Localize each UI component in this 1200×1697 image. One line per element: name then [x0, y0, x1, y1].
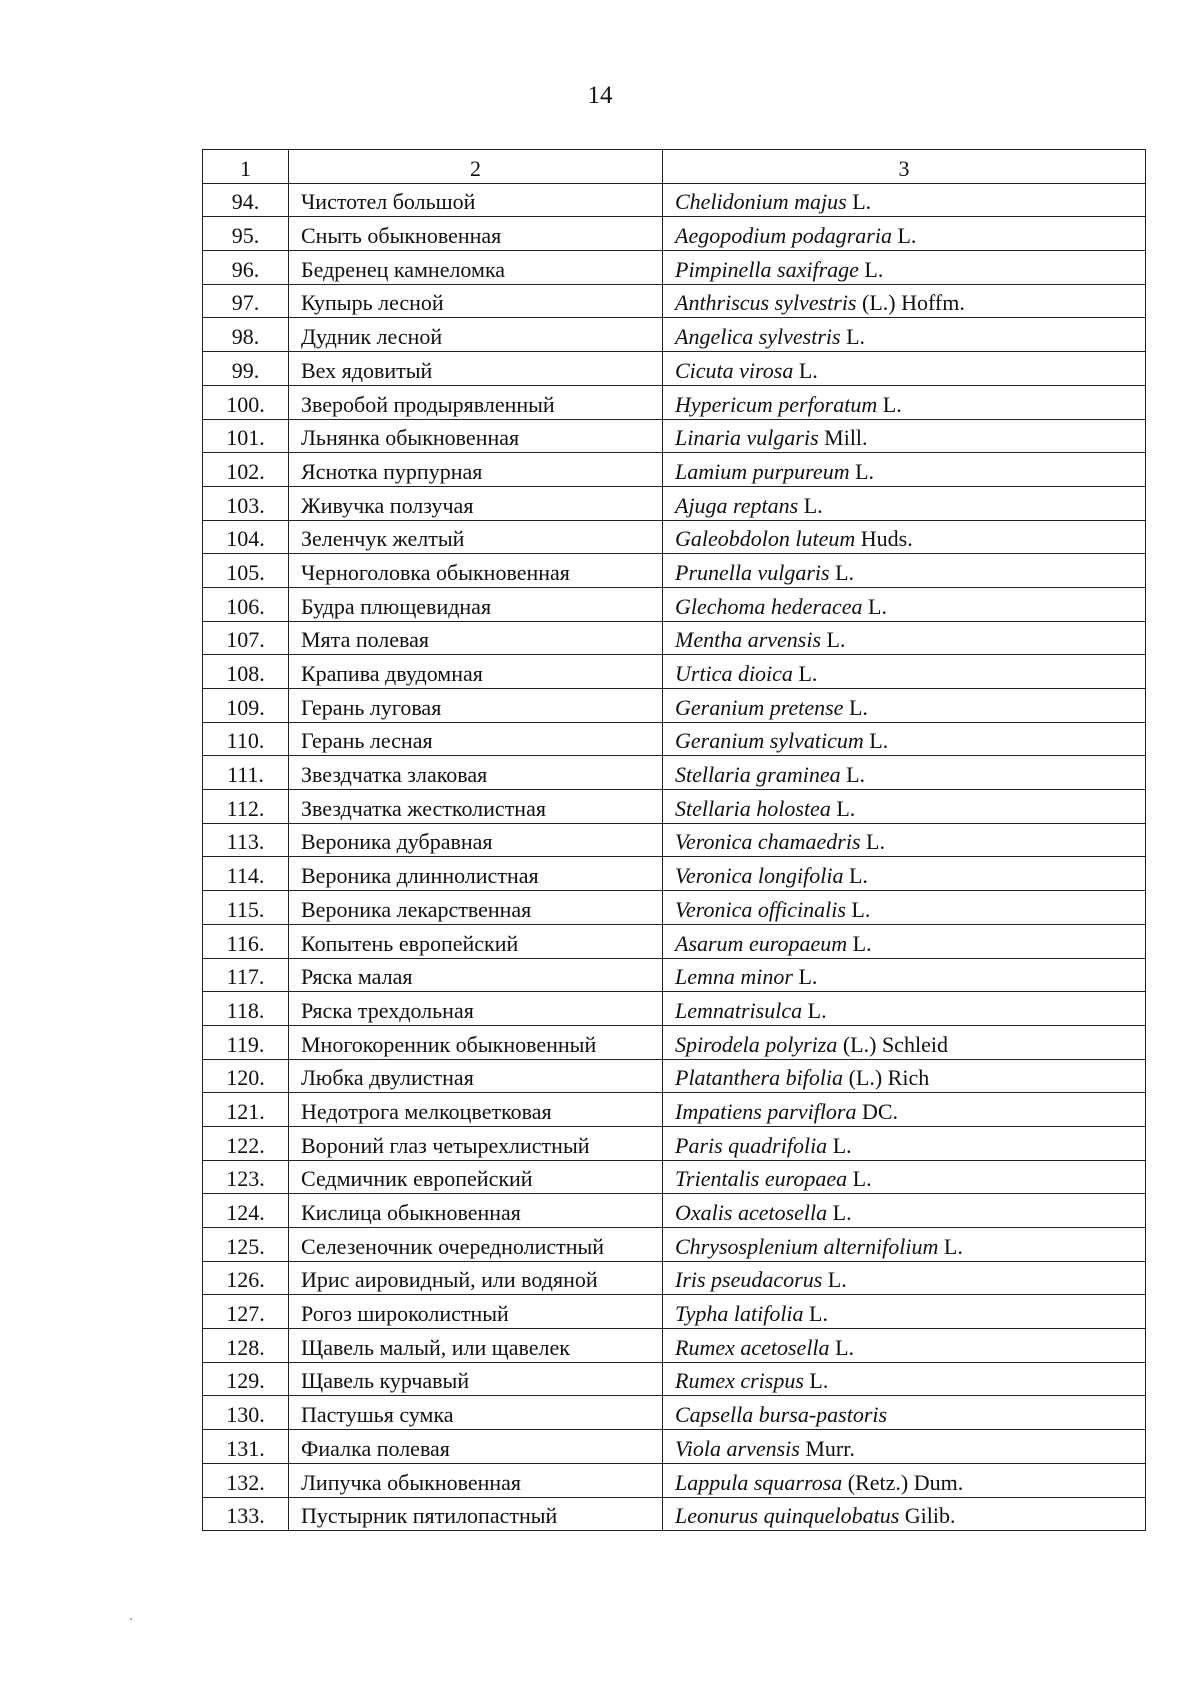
latin-name-cell [663, 453, 1146, 487]
table-row [203, 554, 1146, 588]
table-row [203, 453, 1146, 487]
latin-binomial: Aegopodium podagraria [675, 223, 892, 249]
row-number: 94. [203, 183, 289, 217]
latin-binomial: Prunella vulgaris [675, 559, 830, 585]
table-row [203, 621, 1146, 655]
author-citation: L. [847, 930, 872, 956]
author-citation: L. [858, 256, 884, 282]
author-citation: L. [829, 559, 855, 585]
latin-name-cell [663, 722, 1146, 756]
latin-binomial: Ajuga reptans [675, 492, 799, 518]
author-citation: L. [803, 1301, 828, 1327]
row-number: 98. [203, 318, 289, 352]
russian-name: Живучка ползучая [289, 486, 663, 520]
author-citation: L. [846, 189, 872, 215]
russian-name: Мята полевая [289, 621, 663, 655]
latin-name-cell [663, 689, 1146, 723]
author-citation: L. [862, 593, 887, 619]
row-number: 96. [203, 251, 289, 285]
author-citation: L. [827, 1132, 852, 1158]
russian-name: Вероника длиннолистная [289, 857, 663, 891]
latin-name-cell [663, 924, 1146, 958]
table-row [203, 891, 1146, 925]
latin-binomial: Stellaria graminea [675, 762, 841, 788]
latin-name-cell [663, 1228, 1146, 1262]
latin-binomial: Asarum europaeum [675, 930, 848, 956]
table-row [203, 183, 1146, 217]
table-row [203, 1126, 1146, 1160]
latin-name-cell [663, 1362, 1146, 1396]
author-citation: L. [877, 391, 902, 417]
latin-binomial: Spirodela polyriza [675, 1031, 838, 1057]
table-row [203, 1362, 1146, 1396]
russian-name: Вех ядовитый [289, 352, 663, 386]
latin-binomial: Geranium sylvaticum [675, 728, 864, 754]
russian-name: Кислица обыкновенная [289, 1194, 663, 1228]
author-citation: Murr. [799, 1435, 855, 1461]
author-citation: L. [843, 694, 868, 720]
latin-binomial: Galeobdolon luteum [675, 526, 856, 552]
author-citation: L. [843, 863, 868, 889]
latin-binomial: Impatiens parviflora [675, 1098, 857, 1124]
russian-name: Копытень европейский [289, 924, 663, 958]
latin-binomial: Oxalis acetosella [675, 1200, 828, 1225]
row-number: 107. [203, 621, 289, 655]
author-citation: L. [891, 223, 917, 249]
row-number: 118. [203, 992, 289, 1026]
row-number: 123. [203, 1160, 289, 1194]
table-row [203, 385, 1146, 419]
table-row [203, 1194, 1146, 1228]
latin-binomial: Glechoma hederacea [675, 593, 863, 619]
row-number: 97. [203, 284, 289, 318]
table-row [203, 419, 1146, 453]
author-citation: (L.) Rich [843, 1065, 930, 1091]
latin-name-cell [663, 790, 1146, 824]
russian-name: Будра плющевидная [289, 587, 663, 621]
latin-name-cell [663, 251, 1146, 285]
latin-binomial: Linaria vulgaris [675, 425, 819, 451]
latin-binomial: Paris quadrifolia [675, 1132, 828, 1158]
latin-binomial: Typha latifolia [675, 1301, 804, 1327]
latin-binomial: Pimpinella saxifrage [675, 256, 859, 282]
latin-name-cell [663, 520, 1146, 554]
russian-name: Многокоренник обыкновенный [289, 1025, 663, 1059]
latin-name-cell [663, 318, 1146, 352]
row-number: 100. [203, 385, 289, 419]
latin-binomial: Iris pseudacorus [675, 1267, 823, 1293]
table-row [203, 587, 1146, 621]
latin-name-cell [663, 621, 1146, 655]
latin-name-cell [663, 1463, 1146, 1497]
author-citation: L. [938, 1233, 963, 1259]
table-row [203, 284, 1146, 318]
row-number: 126. [203, 1261, 289, 1295]
row-number: 119. [203, 1025, 289, 1059]
russian-name: Фиалка полевая [289, 1430, 663, 1464]
row-number: 128. [203, 1329, 289, 1363]
table-row [203, 1396, 1146, 1430]
latin-binomial: Chelidonium majus [675, 189, 847, 215]
table-header [203, 150, 1146, 184]
row-number: 122. [203, 1126, 289, 1160]
latin-name-cell [663, 587, 1146, 621]
table-row [203, 1295, 1146, 1329]
russian-name: Звездчатка злаковая [289, 756, 663, 790]
latin-binomial: Mentha arvensis [675, 627, 822, 653]
author-citation: L. [822, 1267, 847, 1293]
header-col-2: 2 [289, 150, 663, 184]
latin-name-cell [663, 1093, 1146, 1127]
russian-name: Вероника лекарственная [289, 891, 663, 925]
latin-binomial: Stellaria holostea [675, 795, 831, 821]
table-row [203, 1430, 1146, 1464]
russian-name: Ряска трехдольная [289, 992, 663, 1026]
latin-name-cell [663, 284, 1146, 318]
author-citation: L. [840, 762, 866, 788]
table-row [203, 857, 1146, 891]
author-citation: L. [849, 458, 875, 484]
row-number: 103. [203, 486, 289, 520]
latin-name-cell [663, 1194, 1146, 1228]
table-row [203, 1093, 1146, 1127]
row-number: 133. [203, 1497, 289, 1531]
russian-name: Любка двулистная [289, 1059, 663, 1093]
table-row [203, 1329, 1146, 1363]
row-number: 106. [203, 587, 289, 621]
russian-name: Дудник лесной [289, 318, 663, 352]
row-number: 108. [203, 655, 289, 689]
row-number: 116. [203, 924, 289, 958]
table-row [203, 1261, 1146, 1295]
latin-binomial: Capsella bursa-pastoris [675, 1402, 888, 1428]
author-citation: (Retz.) Dum. [842, 1469, 964, 1495]
latin-binomial: Trientalis europaea [675, 1166, 848, 1192]
author-citation: L. [821, 627, 846, 653]
author-citation: L. [802, 997, 827, 1023]
latin-name-cell [663, 891, 1146, 925]
row-number: 105. [203, 554, 289, 588]
row-number: 124. [203, 1194, 289, 1228]
table-row [203, 924, 1146, 958]
table-row [203, 722, 1146, 756]
author-citation: L. [798, 492, 823, 518]
table-row [203, 1059, 1146, 1093]
latin-name-cell [663, 1025, 1146, 1059]
row-number: 112. [203, 790, 289, 824]
russian-name: Пустырник пятилопастный [289, 1497, 663, 1531]
row-number: 129. [203, 1362, 289, 1396]
russian-name: Зверобой продырявленный [289, 385, 663, 419]
table-row [203, 217, 1146, 251]
latin-name-cell [663, 655, 1146, 689]
table-row [203, 1497, 1146, 1531]
row-number: 110. [203, 722, 289, 756]
latin-binomial: Urtica dioica [675, 661, 793, 686]
row-number: 132. [203, 1463, 289, 1497]
row-number: 125. [203, 1228, 289, 1262]
author-citation: L. [847, 1166, 872, 1192]
latin-binomial: Lappula squarrosa [675, 1469, 843, 1495]
latin-name-cell [663, 992, 1146, 1026]
author-citation: L. [792, 661, 818, 686]
author-citation: L. [830, 795, 856, 821]
latin-binomial: Veronica chamaedris [675, 829, 861, 855]
russian-name: Яснотка пурпурная [289, 453, 663, 487]
row-number: 130. [203, 1396, 289, 1430]
author-citation: L. [827, 1200, 852, 1225]
russian-name: Щавель малый, или щавелек [289, 1329, 663, 1363]
latin-binomial: Lemnatrisulca [675, 997, 803, 1023]
latin-binomial: Anthriscus sylvestris [675, 290, 857, 316]
latin-name-cell [663, 1396, 1146, 1430]
row-number: 127. [203, 1295, 289, 1329]
author-citation: L. [863, 728, 889, 754]
row-number: 131. [203, 1430, 289, 1464]
latin-name-cell [663, 1329, 1146, 1363]
author-citation: Huds. [855, 526, 913, 552]
latin-name-cell [663, 352, 1146, 386]
russian-name: Селезеночник очереднолистный [289, 1228, 663, 1262]
table-row [203, 1463, 1146, 1497]
latin-binomial: Lemna minor [675, 964, 793, 990]
russian-name: Герань луговая [289, 689, 663, 723]
latin-name-cell [663, 1160, 1146, 1194]
russian-name: Ирис аировидный, или водяной [289, 1261, 663, 1295]
latin-name-cell [663, 1430, 1146, 1464]
row-number: 101. [203, 419, 289, 453]
latin-binomial: Angelica sylvestris [675, 324, 841, 350]
table-row [203, 756, 1146, 790]
row-number: 117. [203, 958, 289, 992]
latin-name-cell [663, 1295, 1146, 1329]
latin-binomial: Cicuta virosa [675, 357, 794, 383]
russian-name: Рогоз широколистный [289, 1295, 663, 1329]
latin-binomial: Chrysosplenium alternifolium [675, 1233, 939, 1259]
author-citation: L. [803, 1368, 829, 1394]
table-row [203, 486, 1146, 520]
latin-binomial: Rumex crispus [675, 1368, 804, 1394]
author-citation: L. [845, 896, 871, 922]
latin-name-cell [663, 385, 1146, 419]
header-row [203, 150, 1146, 184]
table-row [203, 352, 1146, 386]
table-row [203, 823, 1146, 857]
table-row [203, 251, 1146, 285]
latin-name-cell [663, 823, 1146, 857]
author-citation: L. [829, 1334, 855, 1360]
author-citation: (L.) Schleid [837, 1031, 948, 1057]
table-row [203, 1160, 1146, 1194]
latin-name-cell [663, 1497, 1146, 1531]
latin-binomial: Leonurus quinquelobatus [675, 1503, 900, 1529]
latin-name-cell [663, 1059, 1146, 1093]
russian-name: Ряска малая [289, 958, 663, 992]
row-number: 99. [203, 352, 289, 386]
russian-name: Недотрога мелкоцветковая [289, 1093, 663, 1127]
latin-name-cell [663, 217, 1146, 251]
author-citation: DC. [856, 1098, 899, 1124]
latin-name-cell [663, 183, 1146, 217]
latin-binomial: Hypericum perforatum [675, 391, 878, 417]
table-row [203, 992, 1146, 1026]
row-number: 95. [203, 217, 289, 251]
latin-binomial: Viola arvensis [675, 1435, 800, 1461]
russian-name: Вороний глаз четырехлистный [289, 1126, 663, 1160]
row-number: 115. [203, 891, 289, 925]
author-citation: L. [792, 964, 818, 990]
russian-name: Крапива двудомная [289, 655, 663, 689]
scan-speck [130, 1618, 132, 1620]
russian-name: Бедренец камнеломка [289, 251, 663, 285]
row-number: 121. [203, 1093, 289, 1127]
author-citation: Mill. [818, 425, 868, 451]
author-citation: L. [793, 357, 818, 383]
russian-name: Щавель курчавый [289, 1362, 663, 1396]
table-row [203, 655, 1146, 689]
russian-name: Зеленчук желтый [289, 520, 663, 554]
russian-name: Черноголовка обыкновенная [289, 554, 663, 588]
latin-name-cell [663, 486, 1146, 520]
russian-name: Чистотел большой [289, 183, 663, 217]
table-body [203, 183, 1146, 1531]
russian-name: Вероника дубравная [289, 823, 663, 857]
latin-binomial: Geranium pretense [675, 694, 844, 720]
latin-name-cell [663, 857, 1146, 891]
species-table [202, 149, 1146, 1531]
russian-name: Пастушья сумка [289, 1396, 663, 1430]
row-number: 109. [203, 689, 289, 723]
page-number: 14 [587, 82, 613, 109]
table-row [203, 958, 1146, 992]
row-number: 102. [203, 453, 289, 487]
russian-name: Герань лесная [289, 722, 663, 756]
latin-binomial: Veronica officinalis [675, 896, 846, 922]
latin-binomial: Rumex acetosella [675, 1334, 830, 1360]
row-number: 120. [203, 1059, 289, 1093]
row-number: 113. [203, 823, 289, 857]
russian-name: Купырь лесной [289, 284, 663, 318]
latin-name-cell [663, 756, 1146, 790]
latin-binomial: Platanthera bifolia [675, 1065, 844, 1091]
latin-binomial: Lamium purpureum [675, 458, 850, 484]
author-citation: Gilib. [899, 1503, 956, 1529]
row-number: 104. [203, 520, 289, 554]
latin-name-cell [663, 1261, 1146, 1295]
russian-name: Сныть обыкновенная [289, 217, 663, 251]
table-row [203, 1228, 1146, 1262]
author-citation: L. [860, 829, 885, 855]
author-citation: L. [840, 324, 866, 350]
header-col-3: 3 [663, 150, 1146, 184]
latin-name-cell [663, 1126, 1146, 1160]
latin-name-cell [663, 958, 1146, 992]
table-row [203, 520, 1146, 554]
russian-name: Липучка обыкновенная [289, 1463, 663, 1497]
author-citation: (L.) Hoffm. [856, 290, 965, 316]
latin-name-cell [663, 419, 1146, 453]
table-row [203, 790, 1146, 824]
russian-name: Звездчатка жестколистная [289, 790, 663, 824]
table-row [203, 318, 1146, 352]
table-row [203, 689, 1146, 723]
row-number: 114. [203, 857, 289, 891]
table-row [203, 1025, 1146, 1059]
russian-name: Льнянка обыкновенная [289, 419, 663, 453]
header-col-1: 1 [203, 150, 289, 184]
latin-binomial: Veronica longifolia [675, 863, 844, 889]
row-number: 111. [203, 756, 289, 790]
russian-name: Седмичник европейский [289, 1160, 663, 1194]
latin-name-cell [663, 554, 1146, 588]
